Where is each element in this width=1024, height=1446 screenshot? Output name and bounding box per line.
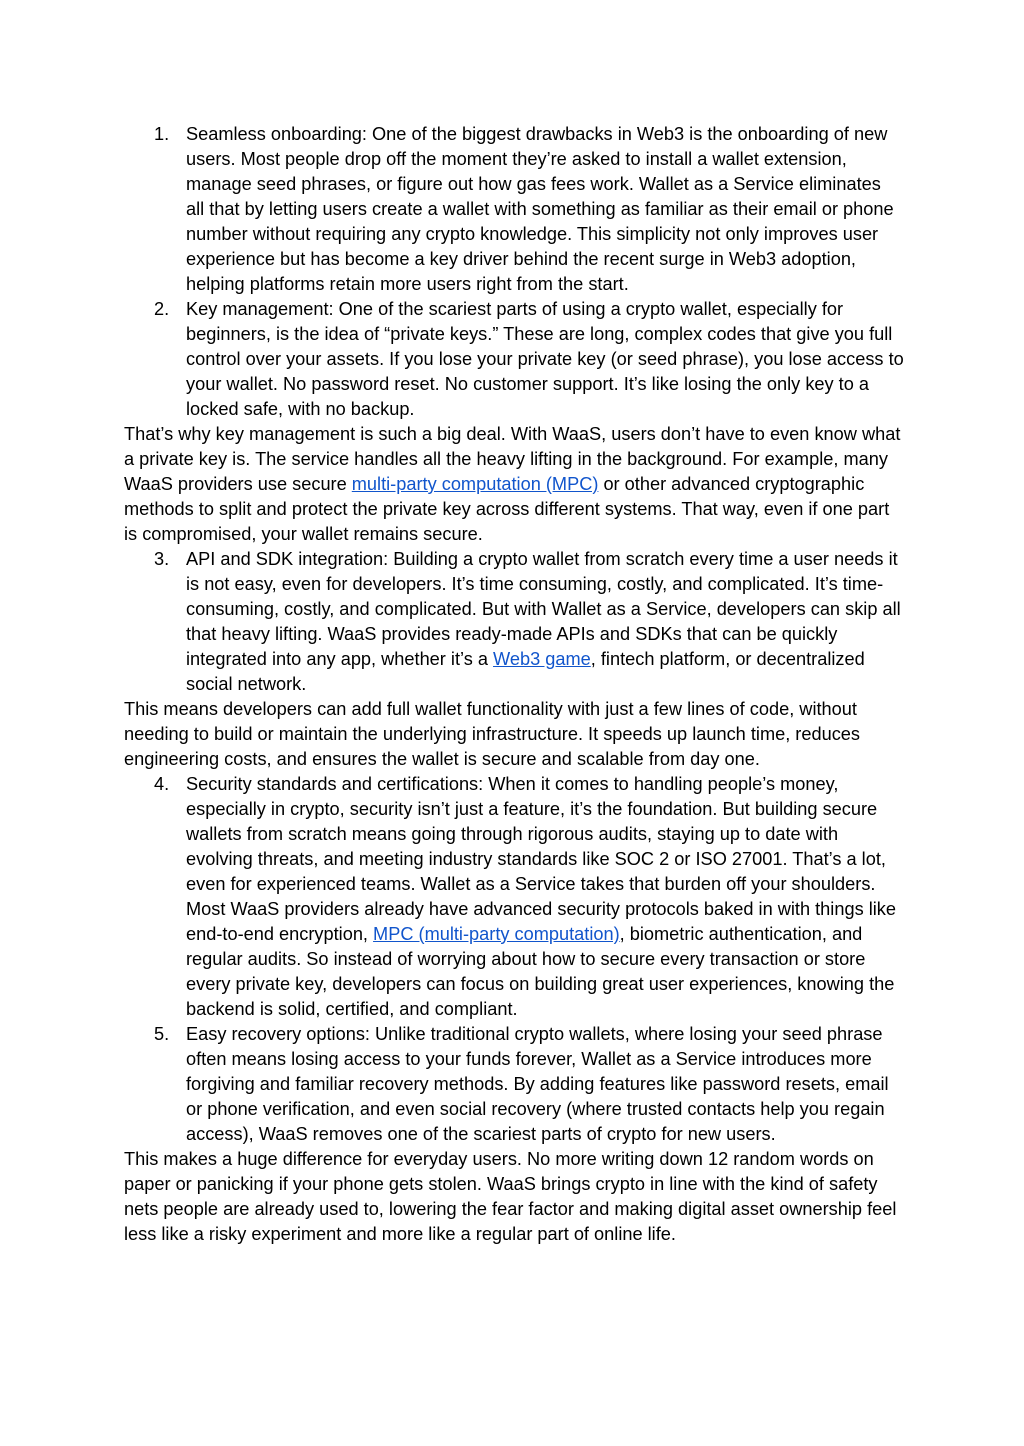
list-item-text: , biometric authentication, and regular audits. So instead of worrying about how to secure every transaction or store every private key, developers can focus on building great user experiences, knowing the backend is solid, certified, and compliant. <box>186 924 895 1019</box>
mpc-multi-party-link[interactable]: MPC (multi-party computation) <box>373 924 620 944</box>
paragraph-everyday-users <box>124 1147 904 1247</box>
list-item-text: Key management: One of the scariest parts of using a crypto wallet, especially for beginners, is the idea of “private keys.” These are long, complex codes that give you full control over your assets. If you lose your private key (or seed phrase), you lose access to your wallet. No password reset. No customer support. It’s like losing the only key to a locked safe, with no backup. <box>186 299 904 419</box>
list-item-easy-recovery <box>124 1022 904 1147</box>
list-item-key-management <box>124 297 904 422</box>
mpc-link[interactable]: multi-party computation (MPC) <box>351 474 599 494</box>
paragraph-developers <box>124 697 904 772</box>
paragraph-key-management <box>124 422 904 547</box>
list-item-security <box>124 772 904 1022</box>
list-item-seamless-onboarding <box>124 122 904 297</box>
paragraph-text: This makes a huge difference for everyday users. No more writing down 12 random words on paper or panicking if your phone gets stolen. WaaS brings crypto in line with the kind of safety nets people are already used to, lowering the fear factor and making digital asset ownership feel less like a risky experiment and more like a regular part of online life. <box>124 1149 897 1244</box>
list-item-text: Seamless onboarding: One of the biggest drawbacks in Web3 is the onboarding of new users. Most people drop off the moment they’re asked to install a wallet extension, manage seed phrases, or figure out how gas fees work. Wallet as a Service eliminates all that by letting users create a wallet with something as familiar as their email or phone number without requiring any crypto knowledge. This simplicity not only improves user experience but has become a key driver behind the recent surge in Web3 adoption, helping platforms retain more users right from the start. <box>186 124 894 294</box>
list-number: 5. <box>154 1024 170 1044</box>
list-item-text: API and SDK integration: Building a crypto wallet from scratch every time a user needs it is not easy, even for developers. It’s time consuming, costly, and complicated. It’s time-consuming, costly, and complicated. But with Wallet as a Service, developers can skip all that heavy lifting. WaaS provides ready-made APIs and SDKs that can be quickly integrated into any app, whether it’s a <box>186 549 901 669</box>
paragraph-text: or other advanced cryptographic methods to split and protect the private key across different systems. That way, even if one part is compromised, your wallet remains secure. <box>124 474 890 544</box>
list-number: 4. <box>154 774 170 794</box>
list-item-text: , fintech platform, or decentralized social network. <box>186 649 865 694</box>
paragraph-text: This means developers can add full wallet functionality with just a few lines of code, without needing to build or maintain the underlying infrastructure. It speeds up launch time, reduces engineering costs, and ensures the wallet is secure and scalable from day one. <box>124 699 861 769</box>
list-number: 1. <box>154 124 170 144</box>
list-number: 2. <box>154 299 170 319</box>
paragraph-text: That’s why key management is such a big deal. With WaaS, users don’t have to even know what a private key is. The service handles all the heavy lifting in the background. For example, many WaaS providers use secure <box>124 424 901 494</box>
document-body <box>124 122 904 1247</box>
list-number: 3. <box>154 549 170 569</box>
web3-game-link[interactable]: Web3 game <box>493 649 591 669</box>
list-item-text: Easy recovery options: Unlike traditional crypto wallets, where losing your seed phrase often means losing access to your funds forever, Wallet as a Service introduces more forgiving and familiar recovery methods. By adding features like password resets, email or phone verification, and even social recovery (where trusted contacts help you regain access), WaaS removes one of the scariest parts of crypto for new users. <box>186 1024 889 1144</box>
list-item-api-sdk <box>124 547 904 697</box>
list-item-text: Security standards and certifications: When it comes to handling people’s money, especially in crypto, security isn’t just a feature, it’s the foundation. But building secure wallets from scratch means going through rigorous audits, staying up to date with evolving threats, and meeting industry standards like SOC 2 or ISO 27001. That’s a lot, even for experienced teams. Wallet as a Service takes that burden off your shoulders. Most WaaS providers already have advanced security protocols baked in with things like end-to-end encryption, <box>186 774 897 944</box>
